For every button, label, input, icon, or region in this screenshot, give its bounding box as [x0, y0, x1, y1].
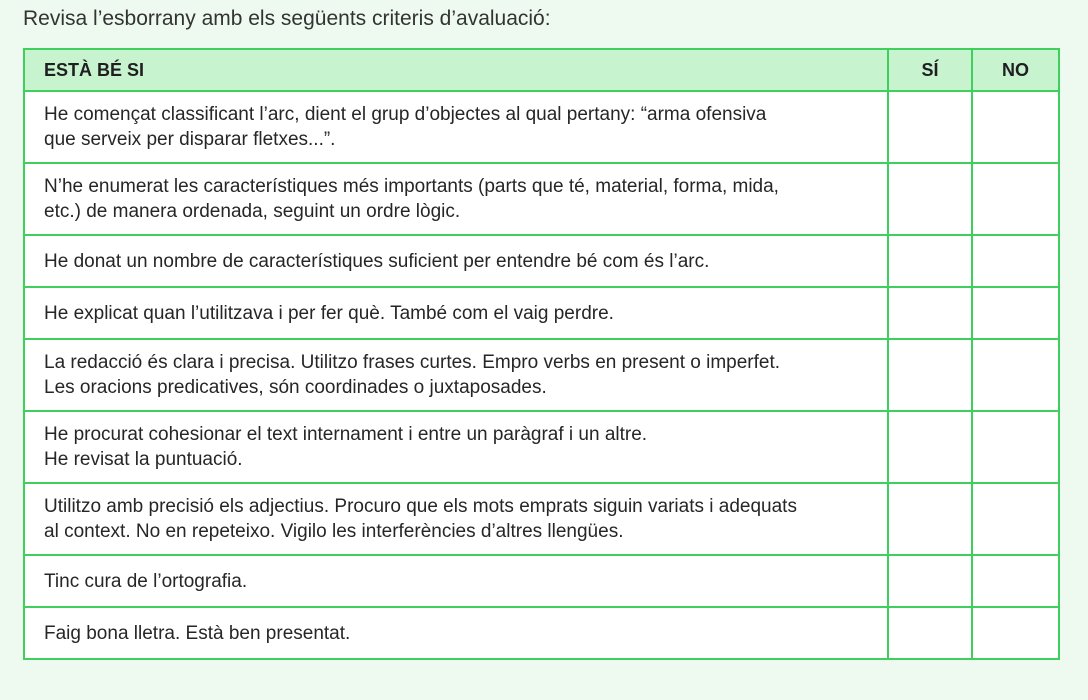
criterion-text: He procurat cohesionar el text internament i entre un paràgraf i un altre. He revisat la puntuació.: [24, 411, 888, 483]
table-row: [24, 339, 1059, 411]
header-yes: SÍ: [888, 49, 972, 91]
criterion-text: Faig bona lletra. Està ben presentat.: [24, 607, 888, 659]
yes-check-cell[interactable]: [888, 163, 972, 235]
table-row: [24, 607, 1059, 659]
criterion-text: La redacció és clara i precisa. Utilitzo frases curtes. Empro verbs en present o imperfet. Les oracions predicatives, són coordinades o juxtaposades.: [24, 339, 888, 411]
table-row: [24, 483, 1059, 555]
yes-check-cell[interactable]: [888, 411, 972, 483]
no-check-cell[interactable]: [972, 287, 1059, 339]
header-no: NO: [972, 49, 1059, 91]
table-row: [24, 235, 1059, 287]
table-header-row: [24, 49, 1059, 91]
evaluation-rubric-table: [23, 48, 1060, 660]
criterion-text: He començat classificant l’arc, dient el grup d’objectes al qual pertany: “arma ofensiva que serveix per disparar fletxes...”.: [24, 91, 888, 163]
no-check-cell[interactable]: [972, 411, 1059, 483]
instruction-text: Revisa l’esborrany amb els següents criteris d’avaluació:: [23, 7, 551, 30]
table-row: [24, 555, 1059, 607]
criterion-text: Utilitzo amb precisió els adjectius. Procuro que els mots emprats siguin variats i adequats al context. No en repeteixo. Vigilo les interferències d’altres llengües.: [24, 483, 888, 555]
yes-check-cell[interactable]: [888, 483, 972, 555]
yes-check-cell[interactable]: [888, 607, 972, 659]
yes-check-cell[interactable]: [888, 555, 972, 607]
no-check-cell[interactable]: [972, 235, 1059, 287]
no-check-cell[interactable]: [972, 607, 1059, 659]
header-criteria: ESTÀ BÉ SI: [24, 49, 888, 91]
criterion-text: N’he enumerat les característiques més importants (parts que té, material, forma, mida, etc.) de manera ordenada, seguint un ordre lògic.: [24, 163, 888, 235]
criterion-text: He donat un nombre de característiques suficient per entendre bé com és l’arc.: [24, 235, 888, 287]
no-check-cell[interactable]: [972, 483, 1059, 555]
table-row: [24, 163, 1059, 235]
yes-check-cell[interactable]: [888, 235, 972, 287]
no-check-cell[interactable]: [972, 339, 1059, 411]
criterion-text: He explicat quan l’utilitzava i per fer què. També com el vaig perdre.: [24, 287, 888, 339]
yes-check-cell[interactable]: [888, 91, 972, 163]
table-row: [24, 91, 1059, 163]
no-check-cell[interactable]: [972, 91, 1059, 163]
table-row: [24, 411, 1059, 483]
no-check-cell[interactable]: [972, 555, 1059, 607]
criterion-text: Tinc cura de l’ortografia.: [24, 555, 888, 607]
no-check-cell[interactable]: [972, 163, 1059, 235]
yes-check-cell[interactable]: [888, 339, 972, 411]
table-row: [24, 287, 1059, 339]
yes-check-cell[interactable]: [888, 287, 972, 339]
